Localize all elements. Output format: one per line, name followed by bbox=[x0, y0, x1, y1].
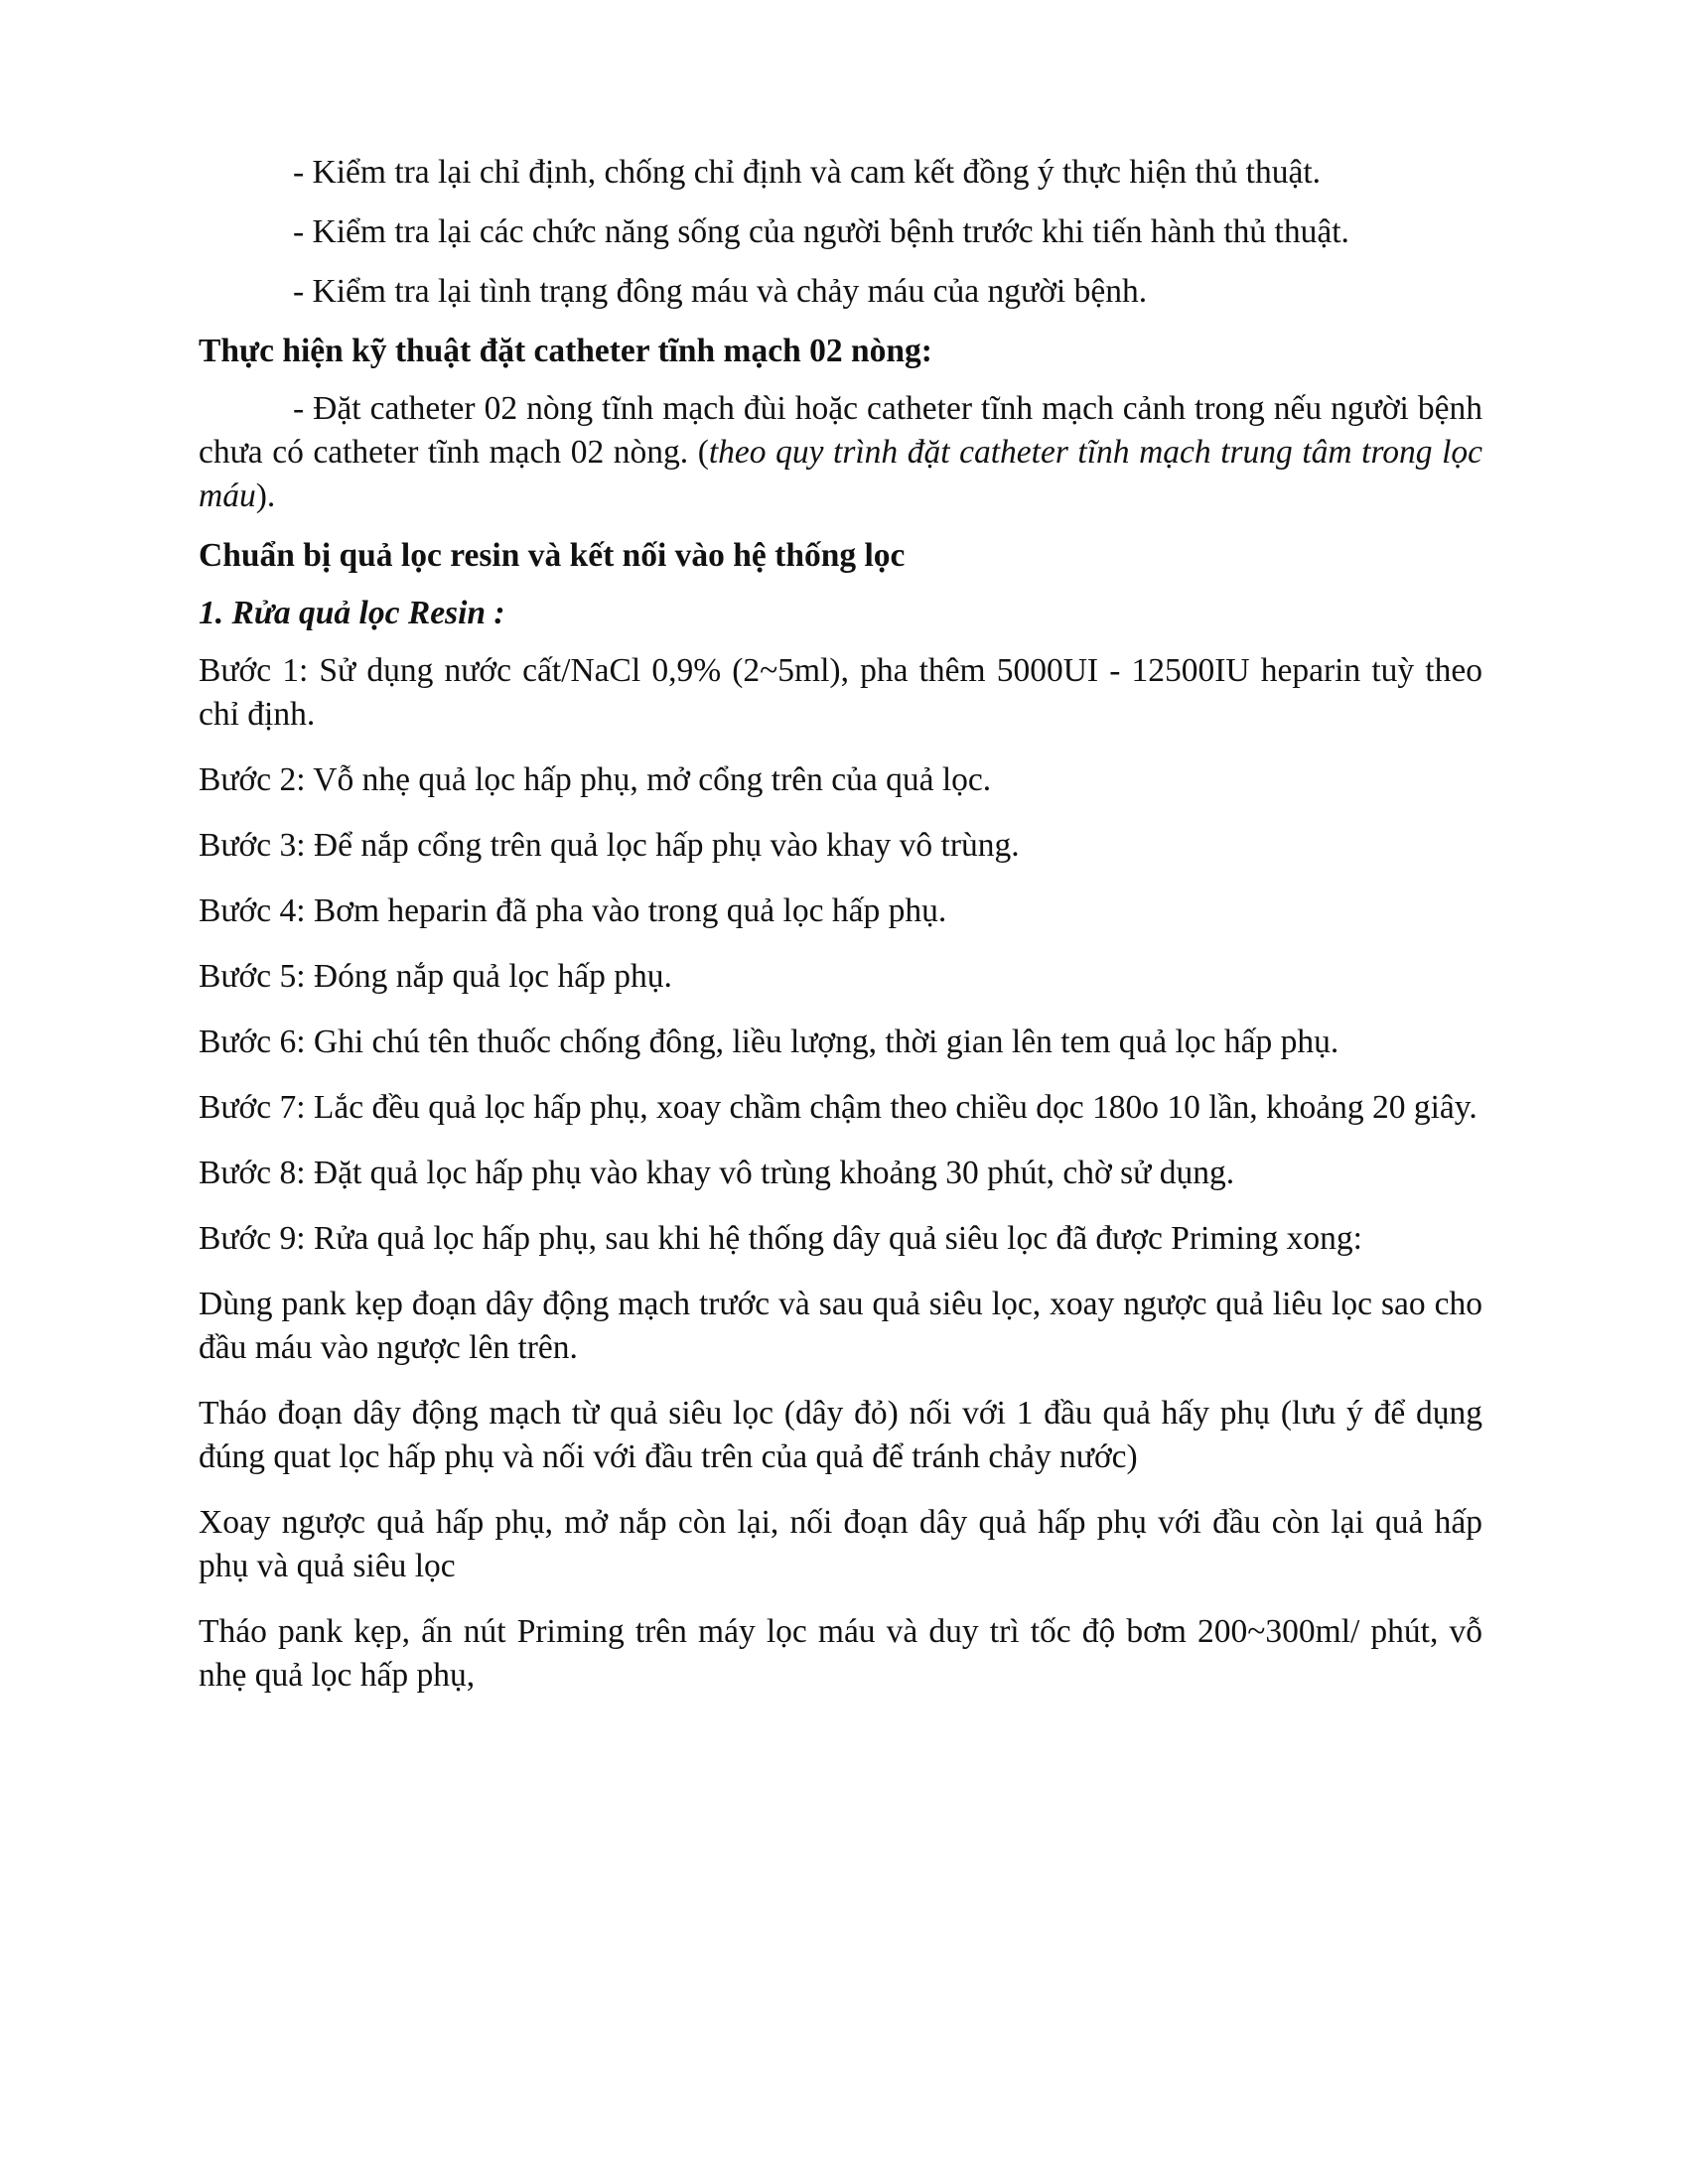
catheter-text: - Đặt catheter 02 nòng tĩnh mạch đùi hoặc catheter tĩnh mạch cảnh trong nếu người bệnh chưa có catheter tĩnh mạch 02 nòng. ( bbox=[199, 390, 1482, 471]
document-page bbox=[199, 151, 1482, 1719]
detail-paragraph: Tháo pank kẹp, ấn nút Priming trên máy lọc máu và duy trì tốc độ bơm 200~300ml/ phút, vỗ nhẹ quả lọc hấp phụ, bbox=[199, 1613, 1482, 1694]
step-5: Bước 5: Đóng nắp quả lọc hấp phụ. bbox=[199, 958, 672, 995]
step-9: Bước 9: Rửa quả lọc hấp phụ, sau khi hệ thống dây quả siêu lọc đã được Priming xong: bbox=[199, 1220, 1362, 1257]
check-item: - Kiểm tra lại tình trạng đông máu và chảy máu của người bệnh. bbox=[293, 273, 1148, 310]
check-item: - Kiểm tra lại chỉ định, chống chỉ định và cam kết đồng ý thực hiện thủ thuật. bbox=[293, 154, 1321, 191]
step-8: Bước 8: Đặt quả lọc hấp phụ vào khay vô trùng khoảng 30 phút, chờ sử dụng. bbox=[199, 1155, 1235, 1191]
step-2: Bước 2: Vỗ nhẹ quả lọc hấp phụ, mở cổng trên của quả lọc. bbox=[199, 761, 992, 798]
step-1: Bước 1: Sử dụng nước cất/NaCl 0,9% (2~5ml), pha thêm 5000UI - 12500IU heparin tuỳ theo chỉ định. bbox=[199, 652, 1482, 733]
step-4: Bước 4: Bơm heparin đã pha vào trong quả lọc hấp phụ. bbox=[199, 892, 947, 929]
catheter-heading: Thực hiện kỹ thuật đặt catheter tĩnh mạch 02 nòng: bbox=[199, 333, 932, 369]
step-6: Bước 6: Ghi chú tên thuốc chống đông, liều lượng, thời gian lên tem quả lọc hấp phụ. bbox=[199, 1024, 1339, 1060]
detail-paragraph: Tháo đoạn dây động mạch từ quả siêu lọc (dây đỏ) nối với 1 đầu quả hấy phụ (lưu ý để dụng đúng quat lọc hấp phụ và nối với đầu trên của quả để tránh chảy nước) bbox=[199, 1395, 1482, 1475]
catheter-italic-reference: theo quy trình đặt catheter tĩnh mạch trung tâm trong lọc máu bbox=[199, 434, 1482, 514]
step-3: Bước 3: Để nắp cổng trên quả lọc hấp phụ vào khay vô trùng. bbox=[199, 827, 1020, 864]
detail-paragraph: Xoay ngược quả hấp phụ, mở nắp còn lại, nối đoạn dây quả hấp phụ với đầu còn lại quả hấp phụ và quả siêu lọc bbox=[199, 1504, 1482, 1584]
rinse-subheading: 1. Rửa quả lọc Resin : bbox=[199, 595, 505, 631]
prepare-heading: Chuẩn bị quả lọc resin và kết nối vào hệ thống lọc bbox=[199, 537, 906, 574]
detail-paragraph: Dùng pank kẹp đoạn dây động mạch trước và sau quả siêu lọc, xoay ngược quả liêu lọc sao cho đầu máu vào ngược lên trên. bbox=[199, 1286, 1482, 1366]
check-item: - Kiểm tra lại các chức năng sống của người bệnh trước khi tiến hành thủ thuật. bbox=[293, 213, 1349, 250]
step-7: Bước 7: Lắc đều quả lọc hấp phụ, xoay chầm chậm theo chiều dọc 180o 10 lần, khoảng 20 giây. bbox=[199, 1089, 1477, 1126]
catheter-tail: ). bbox=[255, 478, 276, 514]
catheter-paragraph bbox=[199, 387, 1482, 518]
